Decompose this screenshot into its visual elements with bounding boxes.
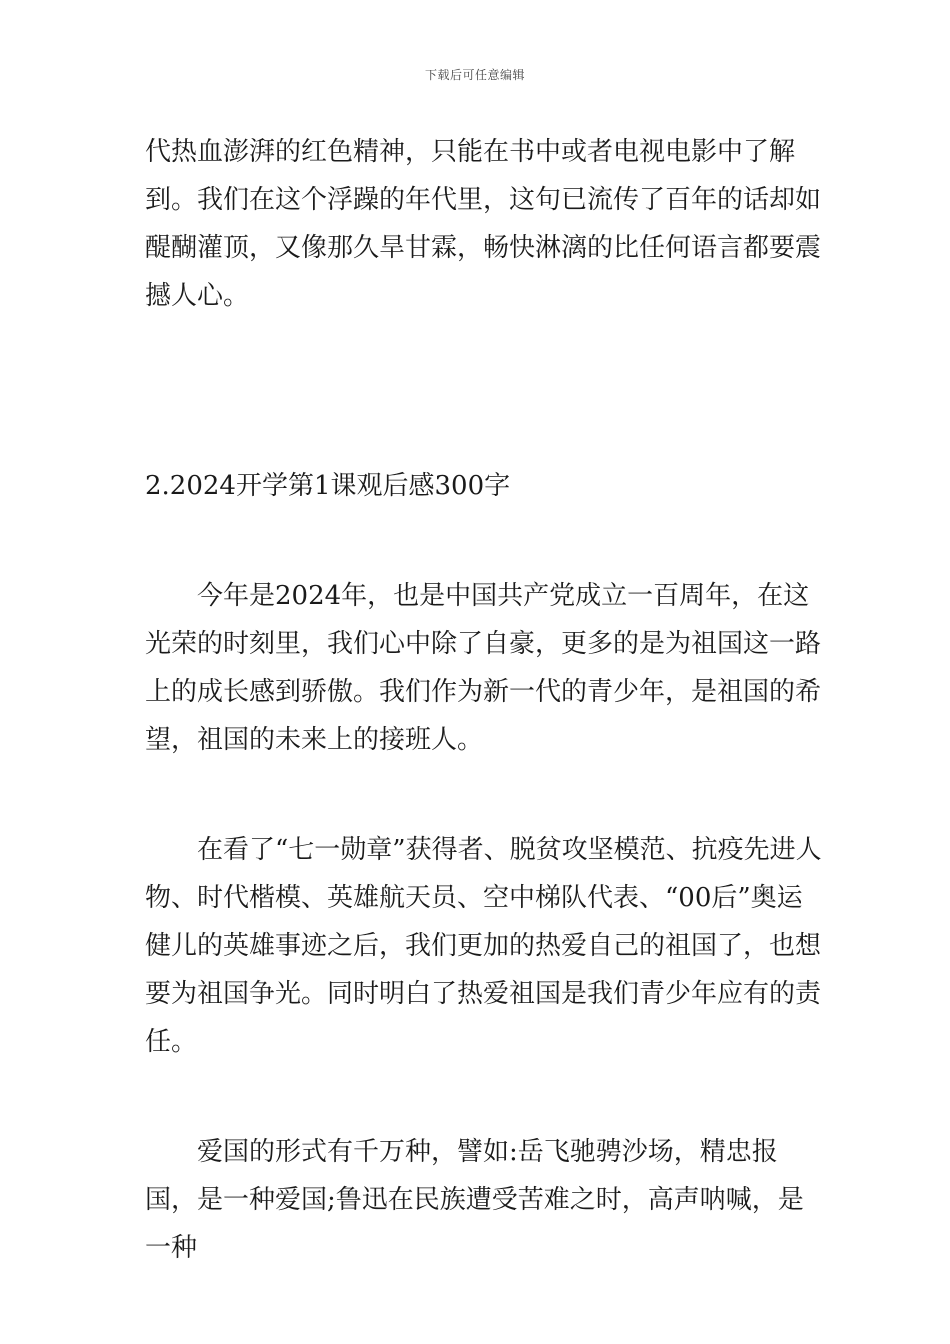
- paragraph-2: 在看了“七一勋章”获得者、脱贫攻坚模范、抗疫先进人物、时代楷模、英雄航天员、空中梯队代表、“00后”奥运健儿的英雄事迹之后，我们更加的热爱自己的祖国了，也想要为祖国争光。同时明白了热爱祖国是我们青少年应有的责任。: [145, 835, 822, 1057]
- page-header: 下载后可任意编辑: [424, 68, 525, 82]
- document-body: [145, 128, 825, 1272]
- paragraph-3: 爱国的形式有千万种，譬如:岳飞驰骋沙场，精忠报国，是一种爱国;鲁迅在民族遭受苦难之时，高声呐喊，是一种: [145, 1137, 804, 1263]
- paragraph-1: 今年是2024年，也是中国共产党成立一百周年，在这光荣的时刻里，我们心中除了自豪，更多的是为祖国这一路上的成长感到骄傲。我们作为新一代的青少年，是祖国的希望，祖国的未来上的接班人。: [145, 581, 822, 755]
- paragraph-continuation: 代热血澎湃的红色精神，只能在书中或者电视电影中了解到。我们在这个浮躁的年代里，这句已流传了百年的话却如醍醐灌顶，又像那久旱甘霖，畅快淋漓的比任何语言都要震撼人心。: [145, 137, 822, 311]
- section-heading: 2.2024开学第1课观后感300字: [145, 471, 511, 501]
